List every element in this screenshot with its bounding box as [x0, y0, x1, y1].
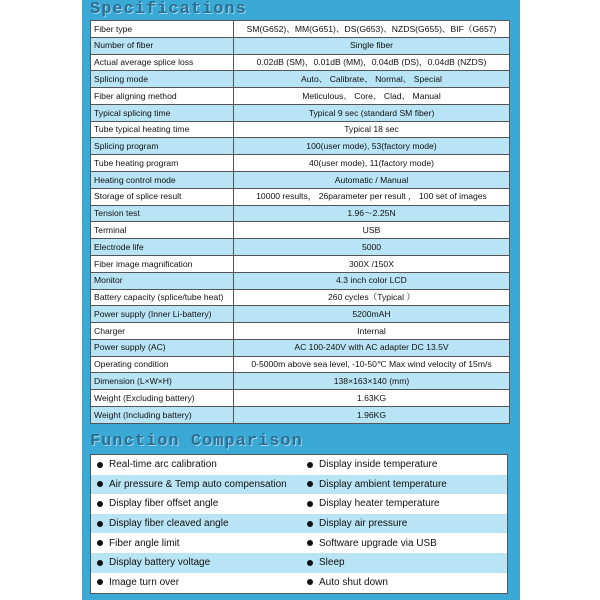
- spec-value: 138×163×140 (mm): [234, 373, 510, 390]
- spec-row: [91, 239, 510, 256]
- function-item: [299, 498, 507, 509]
- spec-label: Number of fiber: [91, 37, 234, 54]
- function-label: Display battery voltage: [109, 557, 211, 569]
- spec-row: [91, 71, 510, 88]
- bullet-icon: [97, 560, 103, 566]
- spec-value: Automatic / Manual: [234, 172, 510, 189]
- spec-value: Internal: [234, 323, 510, 340]
- spec-row: [91, 373, 510, 390]
- function-row: [91, 533, 507, 553]
- spec-row: [91, 121, 510, 138]
- spec-row: [91, 222, 510, 239]
- spec-label: Splicing program: [91, 138, 234, 155]
- bullet-icon: [307, 579, 313, 585]
- bullet-icon: [307, 540, 313, 546]
- spec-value: SM(G652)、MM(G651)、DS(G653)、NZDS(G655)、BIF（G657): [234, 21, 510, 38]
- function-row: [91, 514, 507, 534]
- function-item: [299, 518, 507, 529]
- spec-label: Power supply (Inner Li-battery): [91, 306, 234, 323]
- function-item: [91, 577, 299, 588]
- spec-row: [91, 138, 510, 155]
- spec-value: 1.96KG: [234, 406, 510, 423]
- spec-row: [91, 306, 510, 323]
- spec-row: [91, 390, 510, 407]
- spec-label: Weight (Including battery): [91, 406, 234, 423]
- function-label: Display ambient temperature: [319, 478, 447, 490]
- spec-label: Heating control mode: [91, 172, 234, 189]
- function-label: Display fiber offset angle: [109, 498, 219, 510]
- spec-value: 10000 results， 26parameter per result ， 100 set of images: [234, 188, 510, 205]
- bullet-icon: [307, 481, 313, 487]
- specifications-table: [90, 20, 510, 424]
- spec-row: [91, 172, 510, 189]
- spec-row: [91, 37, 510, 54]
- spec-value: Typical 9 sec (standard SM fiber): [234, 104, 510, 121]
- spec-row: [91, 406, 510, 423]
- function-comparison-list: [90, 454, 508, 594]
- spec-value: 0.02dB (SM)，0.01dB (MM)，0.04dB (DS)，0.04dB (NZDS): [234, 54, 510, 71]
- spec-value: Meticulous、 Core、 Clad、 Manual: [234, 88, 510, 105]
- bullet-icon: [97, 579, 103, 585]
- function-label: Real-time arc calibration: [109, 459, 217, 471]
- spec-row: [91, 356, 510, 373]
- spec-row: [91, 323, 510, 340]
- function-label: Display inside temperature: [319, 459, 438, 471]
- spec-value: 1.96～2.25N: [234, 205, 510, 222]
- spec-label: Terminal: [91, 222, 234, 239]
- spec-row: [91, 21, 510, 38]
- function-item: [91, 538, 299, 549]
- function-label: Fiber angle limit: [109, 537, 180, 549]
- spec-row: [91, 188, 510, 205]
- spec-row: [91, 339, 510, 356]
- spec-label: Charger: [91, 323, 234, 340]
- spec-value: 5000: [234, 239, 510, 256]
- spec-value: Auto、 Calibrate、 Normal、 Special: [234, 71, 510, 88]
- bullet-icon: [307, 462, 313, 468]
- spec-label: Power supply (AC): [91, 339, 234, 356]
- function-item: [91, 498, 299, 509]
- function-row: [91, 553, 507, 573]
- bullet-icon: [97, 540, 103, 546]
- bullet-icon: [307, 501, 313, 507]
- function-comparison-heading: Function Comparison: [90, 432, 303, 451]
- spec-label: Splicing mode: [91, 71, 234, 88]
- spec-label: Fiber image magnification: [91, 255, 234, 272]
- function-label: Auto shut down: [319, 576, 388, 588]
- bullet-icon: [97, 481, 103, 487]
- function-label: Display heater temperature: [319, 498, 440, 510]
- bullet-icon: [307, 560, 313, 566]
- spec-label: Tension test: [91, 205, 234, 222]
- function-item: [91, 557, 299, 568]
- spec-row: [91, 272, 510, 289]
- spec-label: Actual average splice loss: [91, 54, 234, 71]
- spec-row: [91, 155, 510, 172]
- spec-value: 40(user mode), 11(factory mode): [234, 155, 510, 172]
- spec-row: [91, 88, 510, 105]
- function-label: Sleep: [319, 557, 345, 569]
- function-item: [299, 577, 507, 588]
- spec-label: Fiber type: [91, 21, 234, 38]
- function-item: [299, 459, 507, 470]
- function-row: [91, 494, 507, 514]
- function-label: Air pressure & Temp auto compensation: [109, 478, 287, 490]
- spec-value: 260 cycles（Typical ）: [234, 289, 510, 306]
- spec-label: Fiber aligning method: [91, 88, 234, 105]
- spec-label: Dimension (L×W×H): [91, 373, 234, 390]
- function-label: Image turn over: [109, 576, 180, 588]
- bullet-icon: [97, 521, 103, 527]
- spec-value: Typical 18 sec: [234, 121, 510, 138]
- spec-label: Operating condition: [91, 356, 234, 373]
- spec-row: [91, 289, 510, 306]
- spec-value: 300X /150X: [234, 255, 510, 272]
- spec-label: Storage of splice result: [91, 188, 234, 205]
- spec-label: Tube heating program: [91, 155, 234, 172]
- specifications-heading: Specifications: [90, 0, 247, 19]
- spec-label: Typical splicing time: [91, 104, 234, 121]
- function-label: Display fiber cleaved angle: [109, 518, 229, 530]
- spec-value: Single fiber: [234, 37, 510, 54]
- function-row: [91, 475, 507, 495]
- function-item: [299, 557, 507, 568]
- function-item: [91, 459, 299, 470]
- spec-label: Monitor: [91, 272, 234, 289]
- bullet-icon: [97, 501, 103, 507]
- function-label: Display air pressure: [319, 518, 408, 530]
- function-item: [91, 479, 299, 490]
- spec-label: Tube typical heating time: [91, 121, 234, 138]
- spec-value: 4.3 inch color LCD: [234, 272, 510, 289]
- function-item: [299, 479, 507, 490]
- spec-row: [91, 255, 510, 272]
- spec-label: Weight (Excluding battery): [91, 390, 234, 407]
- spec-value: 100(user mode), 53(factory mode): [234, 138, 510, 155]
- spec-value: 1.63KG: [234, 390, 510, 407]
- function-label: Software upgrade via USB: [319, 537, 437, 549]
- spec-value: USB: [234, 222, 510, 239]
- function-row: [91, 455, 507, 475]
- spec-row: [91, 205, 510, 222]
- spec-label: Battery capacity (splice/tube heat): [91, 289, 234, 306]
- spec-row: [91, 54, 510, 71]
- spec-value: AC 100-240V with AC adapter DC 13.5V: [234, 339, 510, 356]
- spec-row: [91, 104, 510, 121]
- function-item: [299, 538, 507, 549]
- bullet-icon: [307, 521, 313, 527]
- spec-value: 5200mAH: [234, 306, 510, 323]
- spec-label: Electrode life: [91, 239, 234, 256]
- bullet-icon: [97, 462, 103, 468]
- spec-value: 0-5000m above sea level, -10-50℃ Max wind velocity of 15m/s: [234, 356, 510, 373]
- function-item: [91, 518, 299, 529]
- function-row: [91, 573, 507, 593]
